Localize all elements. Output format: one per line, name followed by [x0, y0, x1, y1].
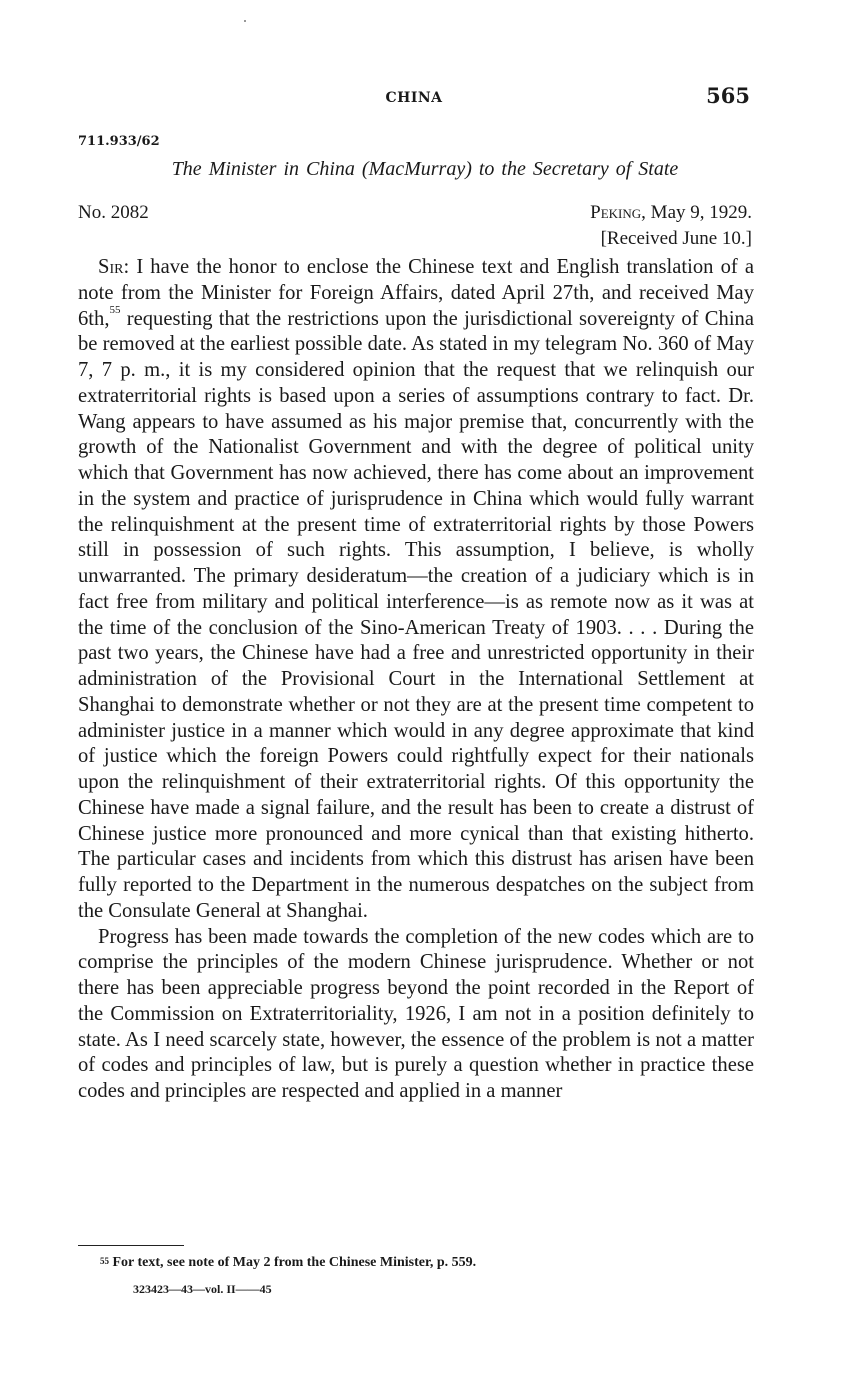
footnote-divider	[78, 1245, 184, 1246]
running-title: CHINA	[385, 90, 443, 106]
page-number: 565	[706, 83, 750, 108]
paragraph-2: Progress has been made towards the completion of the new codes which are to comprise the principles of the modern Chinese jurisprudence. Whether or not there has been appreciable progress beyond the point recorded in the Report of the Commission on Extraterritoriality, 1926, I am not in a position definitely to state. As I need scarcely state, however, the essence of the problem is not a matter of codes and principles of law, but is purely a question whether in practice these codes and principles are respected and applied in a manner	[78, 925, 754, 1102]
place-and-date	[590, 202, 752, 224]
paragraph-1-text-a: : I have the honor to enclose the Chinese text and English translation of a note from the Minister for Foreign Affairs, dated April 27th, and received May 6th,	[78, 256, 754, 330]
date: , May 9, 1929.	[641, 202, 752, 223]
footnote-reference: 55	[109, 303, 121, 316]
footnote-text: For text, see note of May 2 from the Chinese Minister, p. 559.	[109, 1255, 477, 1270]
document-title: The Minister in China (MacMurray) to the Secretary of State	[171, 158, 679, 180]
place: Peking	[590, 202, 642, 223]
despatch-number: No. 2082	[78, 202, 149, 223]
letter-body	[78, 255, 754, 1105]
footnote	[100, 1255, 476, 1271]
print-code: 323423—43—vol. II——45	[133, 1282, 272, 1296]
footnote-number: 55	[100, 1256, 109, 1266]
paragraph-1-text-b: requesting that the restrictions upon the jurisdictional sovereignty of China be removed at the earliest possible date. As stated in my telegram No. 360 of May 7, 7 p. m., it is my considered opinion that the request that we relinquish our extraterritorial rights is based upon a series of assumptions contrary to fact. Dr. Wang appears to have assumed as his major premise that, concurrently with the growth of the Nationalist Government and with the degree of political unity which that Government has now achieved, there has come about an improvement in the system and practice of jurisprudence in China which would fully warrant the relinquishment at the present time of extraterritorial rights by those Powers still in possession of such rights. This assumption, I believe, is wholly unwarranted. The primary desideratum—the creation of a judiciary which is in fact free from military and political interference—is as remote now as it was at the time of the conclusion of the Sino-American Treaty of 1903. . . . During the past two years, the Chinese have had a free and unrestricted opportunity in their administration of the Provisional Court in the International Settlement at Shanghai to demonstrate whether or not they are at the present time competent to administer justice in a manner which would in any degree approximate that kind of justice which the foreign Powers could rightfully expect for their nationals upon the relinquishment of their extraterritorial rights. Of this opportunity the Chinese have made a signal failure, and the result has been to create a distrust of Chinese justice more pronounced and more cynical than that existing hitherto. The particular cases and incidents from which this distrust has arisen have been fully reported to the Department in the numerous despatches on the subject from the Consulate General at Shanghai.	[78, 307, 754, 922]
salutation: Sir	[98, 256, 124, 278]
received-date: [Received June 10.]	[600, 228, 752, 249]
file-number: 711.933/62	[78, 134, 160, 149]
paragraph-1	[78, 255, 754, 925]
scan-speck	[244, 20, 246, 22]
